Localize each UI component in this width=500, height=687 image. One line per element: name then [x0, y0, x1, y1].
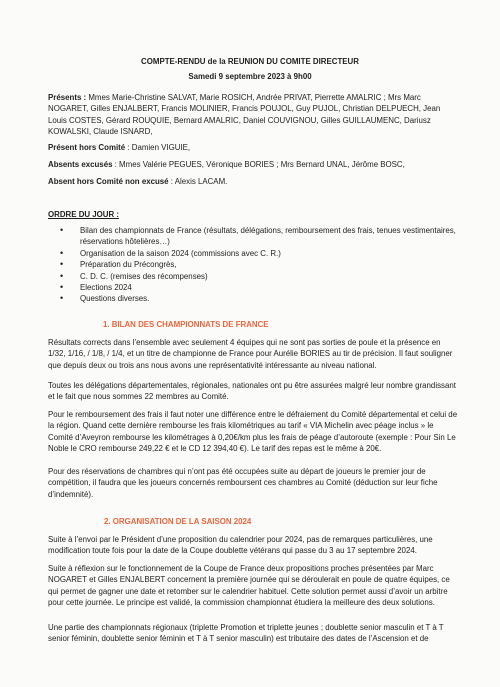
- section-1-paragraph: Toutes les délégations départementales, régionales, nationales ont pu être assurées malgré leur nombre grandissant et le fait que nous sommes 22 membres au Comité.: [48, 381, 456, 402]
- agenda-item: • Elections 2024: [56, 282, 458, 293]
- present-hors-comite: [48, 142, 458, 153]
- section-1-paragraph: Pour le remboursement des frais il faut noter une différence entre le défraiement du Comité départemental et celui de la région. Quand cette dernière rembourse les frais kilométriques au tarif « VIA Michelin avec péage inclus » le Comité d’Aveyron rembourse les kilométrages à 0,20€/km plus les frais de péage d’autoroute (exemple : Pour Sin Le Noble le CRO rembourse 249,22 € et le CD 12 394,40 €). Le tarif des repas est le même à 20€.: [48, 410, 458, 454]
- agenda-item: • Bilan des championnats de France (résultats, délégations, remboursement des frais, tenues vestimentaires, réservations hôtelières…): [56, 225, 458, 248]
- agenda-item: • Organisation de la saison 2024 (commissions avec C. R.): [56, 248, 458, 259]
- section-1-paragraph: Pour des réservations de chambres qui n’ont pas été occupées suite au départ de joueurs le premier jour de compétition, il faudra que les joueurs concernés remboursent ces chambres au Comité (déduction sur leur fiche d’indemnité).: [48, 467, 438, 499]
- section-2-paragraph: Une partie des championnats régionaux (triplette Promotion et triplette jeunes ; doublette senior masculin et T à T senior féminin, doublette senior féminin et T à T senior masculin) est tributaire des dates de l’Ascension et de: [48, 623, 444, 644]
- section-2-paragraph: Suite à réflexion sur le fonctionnement de la Coupe de France deux propositions proches présentées par Marc NOGARET et Gilles ENJALBERT concernent la première journée qui se déroulerait en poule de quatre équipes, ce qui permet de gagner une date et retomber sur le calendrier habituel. Cette solution permet aussi d’avoir un arbitre pour cette journée. Le principe est validé, la commission championnat étudiera la meilleure des deux solutions.: [48, 564, 450, 608]
- absent-hors-comite: [48, 176, 458, 187]
- present-hors-label: Présent hors Comité: [48, 143, 126, 152]
- agenda-item: • C. D. C. (remises des récompenses): [56, 271, 458, 282]
- document-title: COMPTE-RENDU de la REUNION DU COMITE DIRECTEUR: [141, 57, 359, 66]
- agenda-item: • Questions diverses.: [56, 293, 458, 304]
- absents-list: : Mmes Valérie PEGUES, Véronique BORIES ; Mrs Bernard UNAL, Jérôme BOSC,: [112, 160, 405, 169]
- agenda-list: [56, 225, 458, 305]
- present-list: Mmes Marie-Christine SALVAT, Marie ROSICH, Andrée PRIVAT, Pierrette AMALRIC ; Mrs Marc NOGARET, Gilles ENJALBERT, Francis MOLINIER, Francis POUJOL, Guy PUJOL, Christian DELPUECH, Jean Louis COSTES, Gérard ROUQUIE, Bernard AMALRIC, Daniel COUVIGNOU, Gilles GUILLAUMENC, Dariusz KOWALSKI, Claude ISNARD,: [48, 93, 441, 137]
- present-members: [48, 92, 458, 138]
- absent-hors-list: : Alexis LACAM.: [168, 177, 228, 186]
- section-1-paragraph: Résultats corrects dans l’ensemble avec seulement 4 équipes qui ne sont pas sorties de poule et la présence en 1/32, 1/16, / 1/8, / 1/4, et un titre de championne de France pour Aurélie BORIES au tir de précision. Il faut souligner que depuis deux ou trois ans nous avons une représentativité intéressante au niveau national.: [48, 338, 453, 370]
- section-2-paragraph: Suite à l’envoi par le Président d’une proposition du calendrier pour 2024, pas de remarques particulières, une modification toute fois pour la date de la Coupe doublette vétérans qui passe du 3 au 17 septembre 2024.: [48, 535, 433, 556]
- section-1-heading: 1. BILAN DES CHAMPIONNATS DE FRANCE: [103, 320, 269, 329]
- meeting-date: Samedi 9 septembre 2023 à 9h00: [188, 72, 312, 81]
- present-hors-list: : Damien VIGUIE,: [125, 143, 191, 152]
- agenda-item: • Préparation du Précongrès,: [56, 259, 458, 270]
- section-2-heading: 2. ORGANISATION DE LA SAISON 2024: [104, 517, 252, 526]
- present-label: Présents :: [48, 93, 87, 102]
- absent-hors-label: Absent hors Comité non excusé: [48, 177, 169, 186]
- absents-excuses: [48, 159, 458, 170]
- absents-label: Absents excusés: [48, 160, 113, 169]
- agenda-title: ORDRE DU JOUR :: [48, 210, 120, 219]
